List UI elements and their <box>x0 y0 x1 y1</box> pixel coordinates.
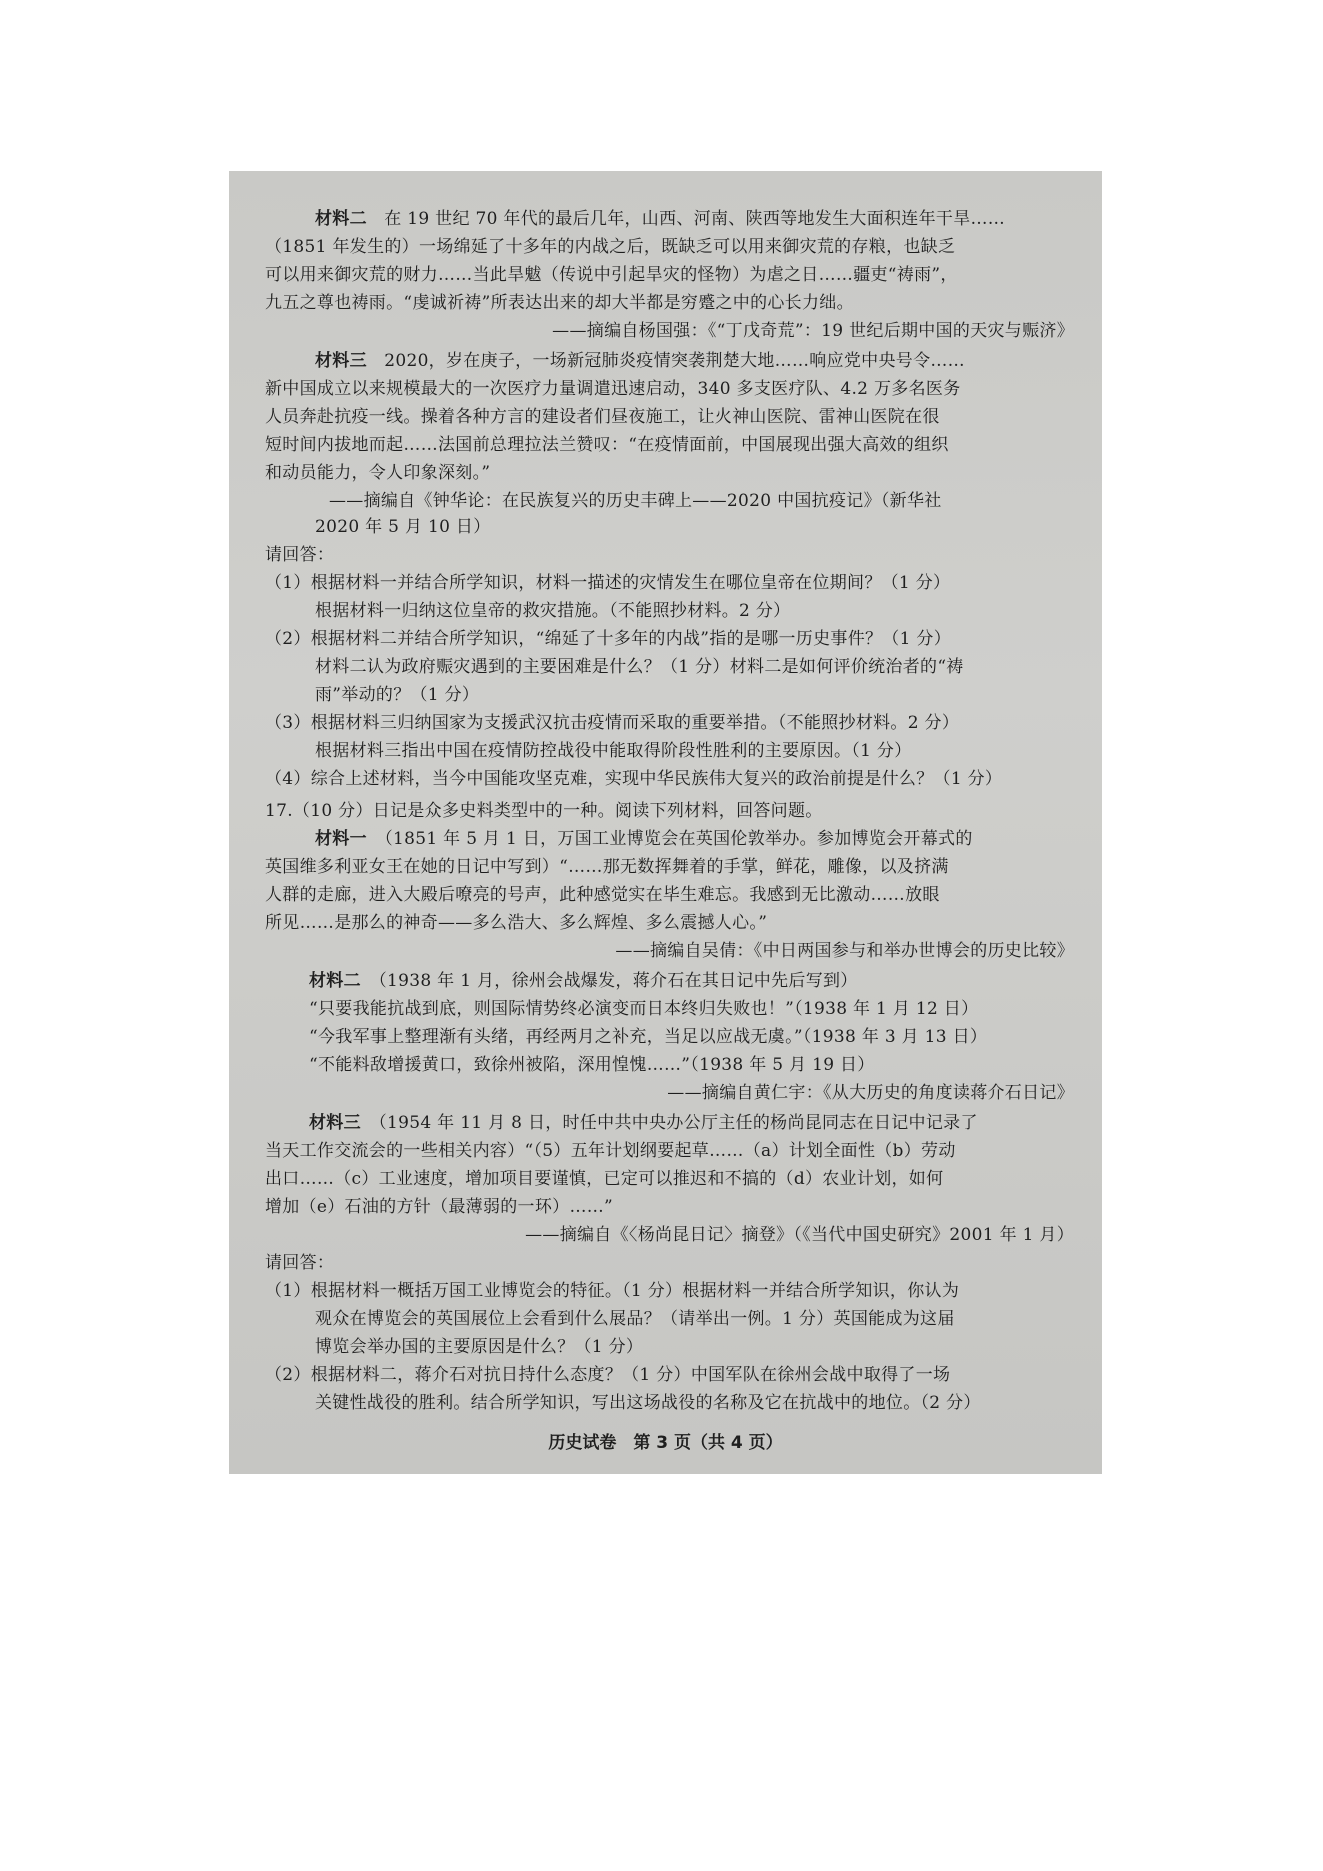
text-line: 和动员能力，令人印象深刻。” <box>265 463 491 483</box>
text-line: 增加（e）石油的方针（最薄弱的一环）……” <box>265 1197 614 1217</box>
question-line: （4）综合上述材料，当今中国能攻坚克难，实现中华民族伟大复兴的政治前提是什么？（1 分） <box>265 769 1003 789</box>
question-line: 根据材料一归纳这位皇帝的救灾措施。（不能照抄材料。2 分） <box>315 601 791 621</box>
exam-page-photo <box>229 171 1102 1474</box>
question-line: （1）根据材料一概括万国工业博览会的特征。（1 分）根据材料一并结合所学知识，你认为 <box>265 1281 960 1301</box>
exam-content <box>229 171 1102 1474</box>
page-footer: 历史试卷 第 3 页（共 4 页） <box>548 1433 783 1453</box>
text-line: 出口……（c）工业速度，增加项目要谨慎，已定可以推迟和不搞的（d）农业计划，如何 <box>265 1169 944 1189</box>
source-citation: ——摘编自《钟华论：在民族复兴的历史丰碑上——2020 中国抗疫记》（新华社 <box>329 491 942 511</box>
question-line: 博览会举办国的主要原因是什么？（1 分） <box>315 1337 644 1357</box>
text-line: 九五之尊也祷雨。“虔诚祈祷”所表达出来的却大半都是穷蹙之中的心长力绌。 <box>265 293 854 313</box>
text-line: 新中国成立以来规模最大的一次医疗力量调遣迅速启动，340 多支医疗队、4.2 万多名医务 <box>265 379 961 399</box>
text-line: （1851 年发生的）一场绵延了十多年的内战之后，既缺乏可以用来御灾荒的存粮，也缺乏 <box>265 237 956 257</box>
text-line: 人群的走廊，进入大殿后嘹亮的号声，此种感觉实在毕生难忘。我感到无比激动……放眼 <box>265 885 940 905</box>
text-line: 英国维多利亚女王在她的日记中写到）“……那无数挥舞着的手掌，鲜花，雕像，以及挤满 <box>265 857 949 877</box>
material-label: 材料二 <box>315 209 367 229</box>
text-line: 可以用来御灾荒的财力……当此旱魃（传说中引起旱灾的怪物）为虐之日……疆吏“祷雨”， <box>265 265 958 285</box>
question-line: 关键性战役的胜利。结合所学知识，写出这场战役的名称及它在抗战中的地位。（2 分） <box>315 1393 981 1413</box>
text-line: 当天工作交流会的一些相关内容）“（5）五年计划纲要起草……（a）计划全面性（b）劳动 <box>265 1141 956 1161</box>
question-line: （3）根据材料三归纳国家为支援武汉抗击疫情而采取的重要举措。（不能照抄材料。2 分） <box>265 713 960 733</box>
question-line: 材料二认为政府赈灾遇到的主要困难是什么？（1 分）材料二是如何评价统治者的“祷 <box>315 657 964 677</box>
text-line: 人员奔赴抗疫一线。操着各种方言的建设者们昼夜施工，让火神山医院、雷神山医院在很 <box>265 407 940 427</box>
text-line: 所见……是那么的神奇——多么浩大、多么辉煌、多么震撼人心。” <box>265 913 768 933</box>
source-citation: ——摘编自杨国强：《“丁戊奇荒”：19 世纪后期中国的天灾与赈济》 <box>552 321 1074 341</box>
material-label: 材料三 <box>315 351 367 371</box>
material-3-first-line: 材料三 （1954 年 11 月 8 日，时任中共中央办公厅主任的杨尚昆同志在日记中记录了 <box>309 1113 978 1133</box>
answer-prompt: 请回答： <box>265 1253 335 1273</box>
material-1-first-line: 材料一 （1851 年 5 月 1 日，万国工业博览会在英国伦敦举办。参加博览会开幕式的 <box>315 829 973 849</box>
material-label: 材料三 <box>309 1113 361 1133</box>
question-line: 根据材料三指出中国在疫情防控战役中能取得阶段性胜利的主要原因。（1 分） <box>315 741 912 761</box>
question-17-header: 17.（10 分）日记是众多史料类型中的一种。阅读下列材料，回答问题。 <box>265 801 823 821</box>
source-citation: ——摘编自吴倩：《中日两国参与和举办世博会的历史比较》 <box>615 941 1074 961</box>
question-line: （2）根据材料二，蒋介石对抗日持什么态度？（1 分）中国军队在徐州会战中取得了一场 <box>265 1365 951 1385</box>
material-2-first-line: 材料二 （1938 年 1 月，徐州会战爆发，蒋介石在其日记中先后写到） <box>309 971 858 991</box>
material-3-first-line: 材料三 2020，岁在庚子，一场新冠肺炎疫情突袭荆楚大地……响应党中央号令…… <box>315 351 965 371</box>
material-label: 材料二 <box>309 971 361 991</box>
text-line: “只要我能抗战到底，则国际情势终必演变而日本终归失败也！”（1938 年 1 月 12 日） <box>309 999 979 1019</box>
answer-prompt: 请回答： <box>265 545 335 565</box>
source-citation: ——摘编自《〈杨尚昆日记〉摘登》（《当代中国史研究》2001 年 1 月） <box>525 1225 1074 1245</box>
text-line: “今我军事上整理渐有头绪，再经两月之补充，当足以应战无虞。”（1938 年 3 月 13 日） <box>309 1027 988 1047</box>
material-2-first-line: 材料二 在 19 世纪 70 年代的最后几年，山西、河南、陕西等地发生大面积连年干旱…… <box>315 209 1006 229</box>
material-label: 材料一 <box>315 829 367 849</box>
text-line: “不能料敌增援黄口，致徐州被陷，深用惶愧……”（1938 年 5 月 19 日） <box>309 1055 875 1075</box>
question-line: （2）根据材料二并结合所学知识，“绵延了十多年的内战”指的是哪一历史事件？（1 分） <box>265 629 952 649</box>
question-line: 雨”举动的？（1 分） <box>315 685 480 705</box>
source-citation: ——摘编自黄仁宇：《从大历史的角度读蒋介石日记》 <box>667 1083 1074 1103</box>
question-line: 观众在博览会的英国展位上会看到什么展品？（请举出一例。1 分）英国能成为这届 <box>315 1309 955 1329</box>
question-line: （1）根据材料一并结合所学知识，材料一描述的灾情发生在哪位皇帝在位期间？（1 分） <box>265 573 951 593</box>
text-line: 短时间内拔地而起……法国前总理拉法兰赞叹：“在疫情面前，中国展现出强大高效的组织 <box>265 435 949 455</box>
source-citation: 2020 年 5 月 10 日） <box>315 517 491 537</box>
